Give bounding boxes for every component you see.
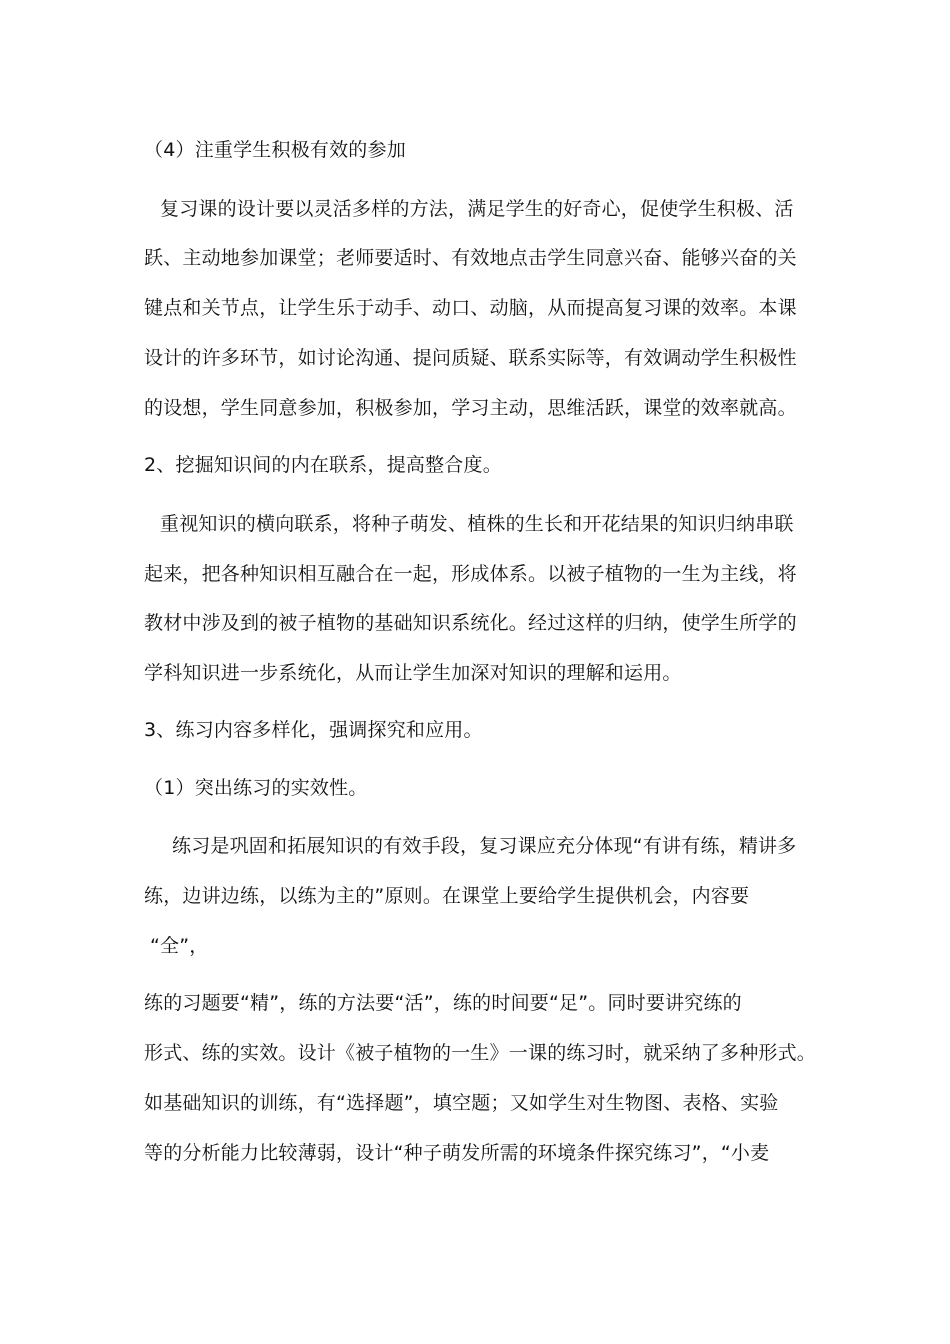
heading-3-exercises: 3、练习内容多样化，强调探究和应用。 — [144, 719, 483, 741]
paragraph-line: 练习是巩固和拓展知识的有效手段，复习课应充分体现“有讲有练，精讲多 — [172, 835, 797, 857]
paragraph-line: 如基础知识的训练，有“选择题”，填空题；又如学生对生物图、表格、实验 — [144, 1092, 779, 1114]
paragraph-line: “全”， — [150, 935, 209, 957]
heading-4-engagement: （4）注重学生积极有效的参加 — [144, 139, 406, 161]
paragraph-line: 重视知识的横向联系，将种子萌发、植株的生长和开花结果的知识归纳串联 — [160, 513, 794, 535]
paragraph-line: 等的分析能力比较薄弱，设计“种子萌发所需的环境条件探究练习”，“小麦 — [144, 1142, 770, 1164]
paragraph-line: 学科知识进一步系统化，从而让学生加深对知识的理解和运用。 — [144, 662, 682, 684]
paragraph-line: 设计的许多环节，如讨论沟通、提问质疑、联系实际等，有效调动学生积极性 — [144, 347, 797, 369]
heading-1-effectiveness: （1）突出练习的实效性。 — [144, 777, 368, 799]
paragraph-line: 起来，把各种知识相互融合在一起，形成体系。以被子植物的一生为主线，将 — [144, 563, 797, 585]
paragraph-line: 教材中涉及到的被子植物的基础知识系统化。经过这样的归纳，使学生所学的 — [144, 612, 797, 634]
paragraph-line: 形式、练的实效。设计《被子植物的一生》一课的练习时，就采纳了多种形式。 — [144, 1042, 817, 1064]
paragraph-line: 键点和关节点，让学生乐于动手、动口、动脑，从而提高复习课的效率。本课 — [144, 297, 797, 319]
heading-2-connections: 2、挖掘知识间的内在联系，提高整合度。 — [144, 454, 502, 476]
paragraph-line: 跃、主动地参加课堂；老师要适时、有效地点击学生同意兴奋、能够兴奋的关 — [144, 247, 797, 269]
paragraph-line: 练，边讲边练，以练为主的”原则。在课堂上要给学生提供机会，内容要 — [144, 885, 750, 907]
paragraph-line: 的设想，学生同意参加，积极参加，学习主动，思维活跃，课堂的效率就高。 — [144, 397, 797, 419]
paragraph-line: 练的习题要“精”，练的方法要“活”，练的时间要“足”。同时要讲究练的 — [144, 992, 742, 1014]
paragraph-line: 复习课的设计要以灵活多样的方法，满足学生的好奇心，促使学生积极、活 — [160, 198, 794, 220]
